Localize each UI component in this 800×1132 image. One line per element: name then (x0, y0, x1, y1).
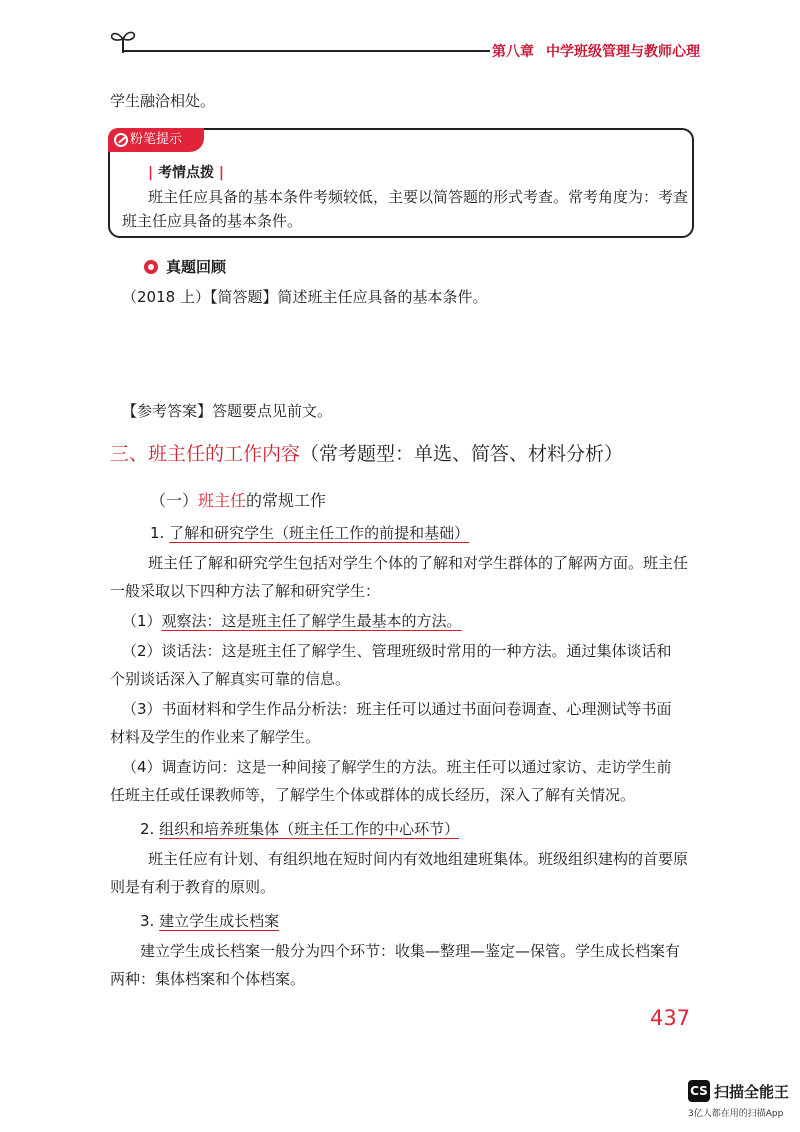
method-1 (122, 610, 462, 632)
method-2-line-1: （2）谈话法：这是班主任了解学生、管理班级时常用的一种方法。通过集体谈话和 (122, 642, 672, 660)
item-3-title: 建立学生成长档案 (159, 912, 280, 930)
item-1-heading (150, 522, 469, 544)
item-1-line-1: 班主任了解和研究学生包括对学生个体的了解和对学生群体的了解两方面。班主任 (148, 554, 689, 572)
tip-subheading-text: 考情点拨 (158, 165, 214, 181)
header-rule (122, 50, 490, 52)
method-3-line-1: （3）书面材料和学生作品分析法：班主任可以通过书面问卷调查、心理测试等书面 (122, 700, 672, 718)
camscanner-name: 扫描全能王 (714, 1083, 790, 1101)
item-2-title: 组织和培养班集体（班主任工作的中心环节） (159, 820, 460, 838)
camscanner-tagline: 3亿人都在用的扫描App (688, 1109, 784, 1119)
chapter-title: 中学班级管理与教师心理 (546, 44, 700, 60)
tip-line-2: 班主任应具备的基本条件。 (122, 212, 303, 230)
item-3-line-1: 建立学生成长档案一般分为四个环节：收集—整理—鉴定—保管。学生成长档案有 (140, 942, 681, 960)
real-exam-answer: 【参考答案】答题要点见前文。 (122, 402, 333, 420)
chalk-icon (114, 133, 128, 147)
tip-bar-left: | (148, 165, 158, 181)
item-2-line-2: 则是有利于教育的原则。 (110, 878, 276, 896)
item-3-line-2: 两种：集体档案和个体档案。 (110, 970, 306, 988)
tip-line-1: 班主任应具备的基本条件考频较低，主要以简答题的形式考查。常考角度为：考查 (148, 188, 689, 206)
item-3-heading (140, 910, 279, 932)
item-1-line-2: 一般采取以下四种方法了解和研究学生： (110, 582, 381, 600)
item-3-number: 3. (140, 912, 160, 930)
method-4-line-2: 任班主任或任课教师等，了解学生个体或群体的成长经历，深入了解有关情况。 (110, 786, 636, 804)
tip-tab: 粉笔提示 (108, 128, 204, 152)
intro-tail: 学生融洽相处。 (110, 92, 216, 110)
tip-bar-right: | (214, 165, 224, 181)
item-2-number: 2. (140, 820, 160, 838)
method-2-line-2: 个别谈话深入了解真实可靠的信息。 (110, 670, 351, 688)
camscanner-logo: CS (688, 1080, 710, 1102)
method-4-line-1: （4）调查访问：这是一种间接了解学生的方法。班主任可以通过家访、走访学生前 (122, 758, 672, 776)
method-1-number: （1） (122, 612, 162, 630)
method-1-text: 观察法：这是班主任了解学生最基本的方法。 (161, 612, 462, 630)
subsection-title (150, 488, 326, 511)
item-2-heading (140, 818, 459, 840)
item-1-number: 1. (150, 524, 170, 542)
page-number: 437 (650, 1006, 691, 1030)
item-1-title: 了解和研究学生（班主任工作的前提和基础） (169, 524, 470, 542)
method-3-line-2: 材料及学生的作业来了解学生。 (110, 728, 321, 746)
subsection-suffix: 的常规工作 (246, 491, 327, 510)
chapter-label: 第八章 (492, 44, 534, 60)
subsection-prefix: （一） (150, 491, 199, 510)
section-title-note: （常考题型：单选、简答、材料分析） (300, 443, 624, 465)
item-2-line-1: 班主任应有计划、有组织地在短时间内有效地组建班集体。班级组织建构的首要原 (148, 850, 689, 868)
real-exam-question: （2018 上）【简答题】简述班主任应具备的基本条件。 (122, 288, 488, 306)
page-header (492, 41, 700, 61)
real-exam-label: 真题回顾 (166, 258, 227, 276)
flower-icon (144, 260, 158, 274)
tip-subheading (148, 162, 224, 182)
section-title (110, 441, 623, 467)
subsection-red: 班主任 (198, 491, 247, 510)
section-title-main: 三、班主任的工作内容 (110, 443, 301, 465)
